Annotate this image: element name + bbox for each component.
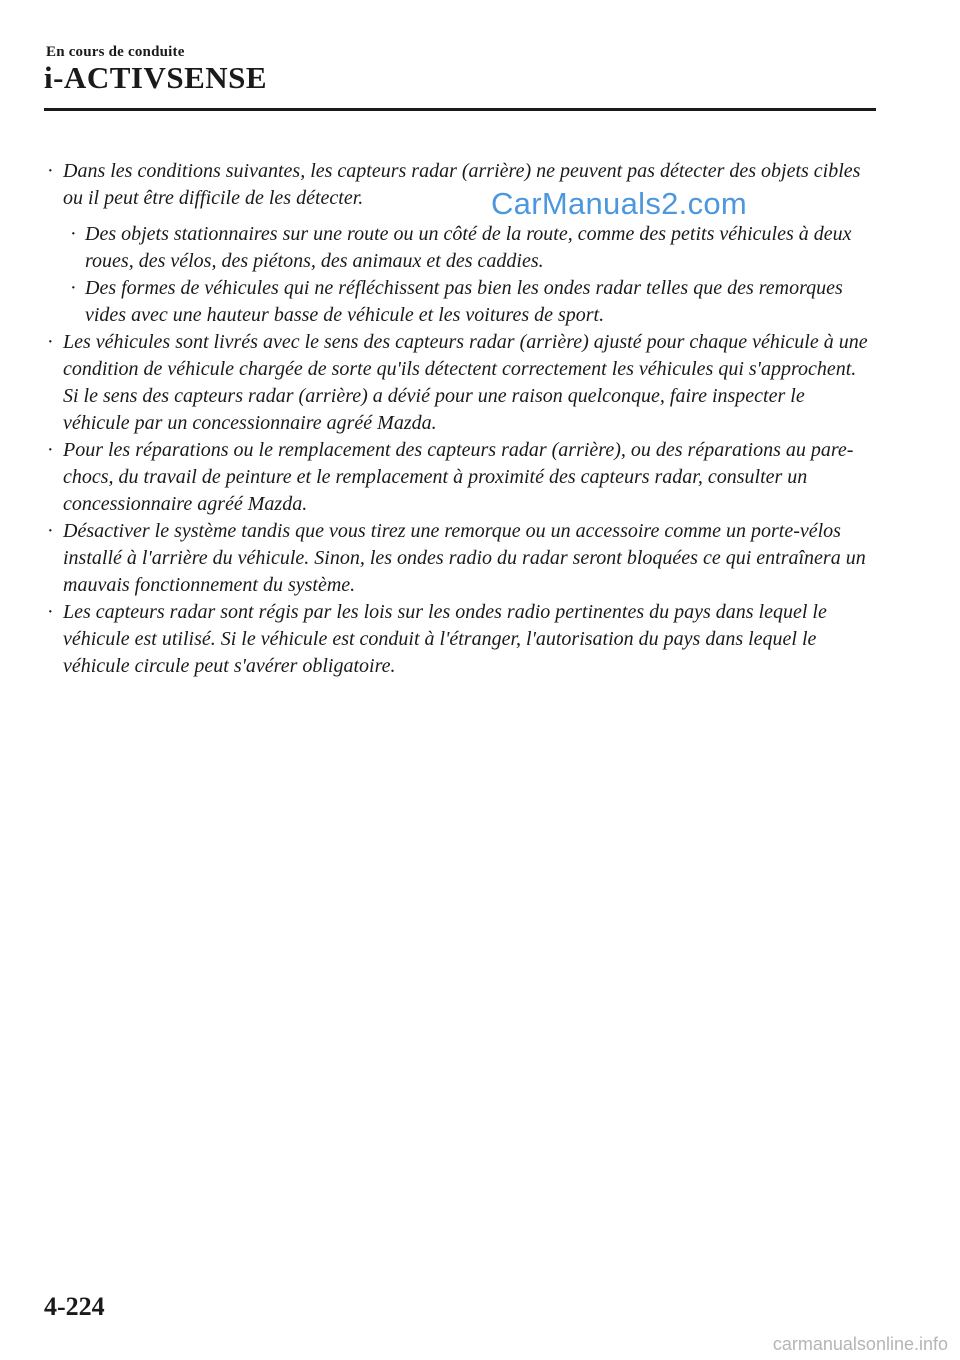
footer-site-link[interactable]: carmanualsonline.info	[772, 1334, 948, 1354]
header-rule	[44, 108, 876, 111]
list-item	[46, 599, 876, 680]
bullet-icon: ·	[47, 601, 54, 623]
bullet-icon: ·	[70, 223, 77, 245]
bullet-icon: ·	[47, 439, 54, 461]
list-item	[46, 437, 876, 518]
list-item	[46, 158, 876, 329]
list-item	[46, 518, 876, 599]
sub-list-item	[69, 275, 876, 329]
list-item-text: Dans les conditions suivantes, les capteurs radar (arrière) ne peuvent pas détecter des objets cibles ou il peut être difficile de les détecter.	[63, 160, 861, 209]
list-item-text: Les véhicules sont livrés avec le sens des capteurs radar (arrière) ajusté pour chaque véhicule à une condition de véhicule chargée de sorte qu'ils détectent correctement les véhicules qui s'approchent. Si le sens des capteurs radar (arrière) a dévié pour une raison quelconque, faire inspecter le véhicule par un concessionnaire agréé Mazda.	[63, 331, 868, 434]
sub-list-item-text: Des formes de véhicules qui ne réfléchissent pas bien les ondes radar telles que des remorques vides avec une hauteur basse de véhicule et les voitures de sport.	[85, 277, 843, 326]
chapter-title: i-ACTIVSENSE	[44, 60, 268, 95]
bullet-icon: ·	[47, 160, 54, 182]
sub-list-item	[69, 221, 876, 275]
bullet-icon: ·	[70, 277, 77, 299]
bullet-icon: ·	[47, 520, 54, 542]
section-label: En cours de conduite	[46, 44, 185, 60]
bullet-icon: ·	[47, 331, 54, 353]
list-item-text: Les capteurs radar sont régis par les lois sur les ondes radio pertinentes du pays dans lequel le véhicule est utilisé. Si le véhicule est conduit à l'étranger, l'autorisation du pays dans lequel le véhicule circule peut s'avérer obligatoire.	[63, 601, 827, 677]
list-item-text: Désactiver le système tandis que vous tirez une remorque ou un accessoire comme un porte-vélos installé à l'arrière du véhicule. Sinon, les ondes radio du radar seront bloquées ce qui entraînera un mauvais fonctionnement du système.	[63, 520, 866, 596]
list-item-text: Pour les réparations ou le remplacement des capteurs radar (arrière), ou des réparations au pare-chocs, du travail de peinture et le remplacement à proximité des capteurs radar, consulter un concessionnaire agréé Mazda.	[63, 439, 854, 515]
sub-list-item-text: Des objets stationnaires sur une route ou un côté de la route, comme des petits véhicules à deux roues, des vélos, des piétons, des animaux et des caddies.	[85, 223, 852, 272]
list-item	[46, 329, 876, 437]
content-body	[46, 158, 876, 680]
sub-list	[63, 221, 876, 329]
watermark-logo: CarManuals2.com	[491, 186, 748, 221]
page-number: 4-224	[44, 1292, 105, 1321]
